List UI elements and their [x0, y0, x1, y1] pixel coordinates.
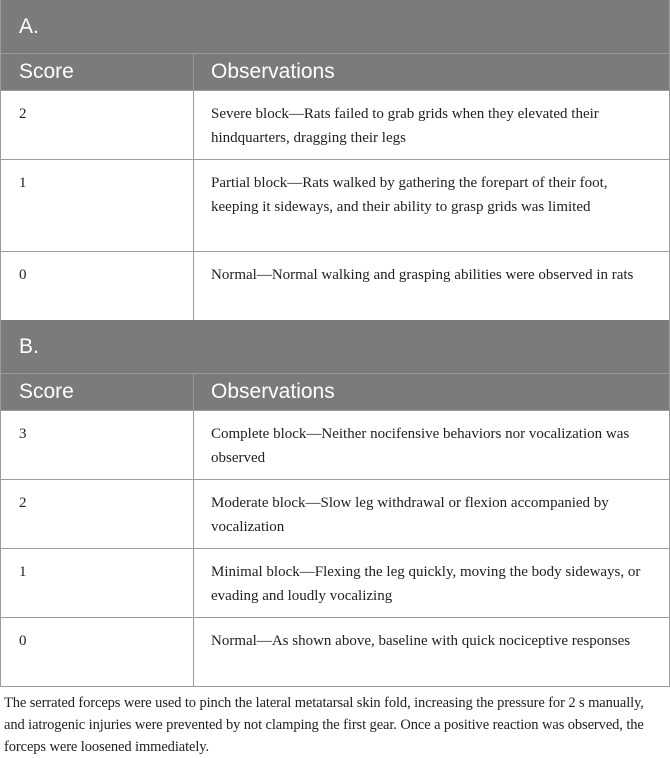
score-cell: 0	[1, 618, 194, 686]
table-row	[1, 410, 669, 479]
table-row	[1, 251, 669, 320]
table-row	[1, 90, 669, 159]
score-cell: 0	[1, 252, 194, 320]
observations-column-header: Observations	[211, 60, 335, 83]
section-b-header-row	[1, 374, 669, 410]
section-b-label: B.	[1, 320, 669, 374]
score-cell: 2	[1, 91, 194, 159]
score-cell: 2	[1, 480, 194, 548]
section-a-label: A.	[1, 0, 669, 54]
observation-cell: Severe block—Rats failed to grab grids when they elevated their hindquarters, dragging their legs	[211, 106, 599, 146]
table-footnote: The serrated forceps were used to pinch the lateral metatarsal skin fold, increasing the pressure for 2 s manually, and iatrogenic injuries were prevented by not clamping the first gear. Once a positive reaction was observed, the forceps were loosened immediately.	[4, 695, 644, 755]
score-cell: 3	[1, 411, 194, 479]
score-cell: 1	[1, 549, 194, 617]
score-cell: 1	[1, 160, 194, 251]
score-column-header: Score	[1, 54, 194, 90]
table-row	[1, 479, 669, 548]
table-row	[1, 617, 669, 686]
section-a-header-row	[1, 54, 669, 90]
observation-cell: Complete block—Neither nocifensive behaviors nor vocalization was observed	[211, 426, 630, 466]
table-row	[1, 548, 669, 617]
observation-cell: Moderate block—Slow leg withdrawal or flexion accompanied by vocalization	[211, 495, 609, 535]
observations-column-header: Observations	[211, 380, 335, 403]
observation-cell: Normal—Normal walking and grasping abilities were observed in rats	[211, 267, 634, 283]
observation-cell: Normal—As shown above, baseline with quick nociceptive responses	[211, 633, 631, 649]
observation-cell: Minimal block—Flexing the leg quickly, moving the body sideways, or evading and loudly vocalizing	[211, 564, 641, 604]
score-column-header: Score	[1, 374, 194, 410]
table-row	[1, 159, 669, 251]
observation-cell: Partial block—Rats walked by gathering the forepart of their foot, keeping it sideways, and their ability to grasp grids was limited	[211, 175, 608, 215]
